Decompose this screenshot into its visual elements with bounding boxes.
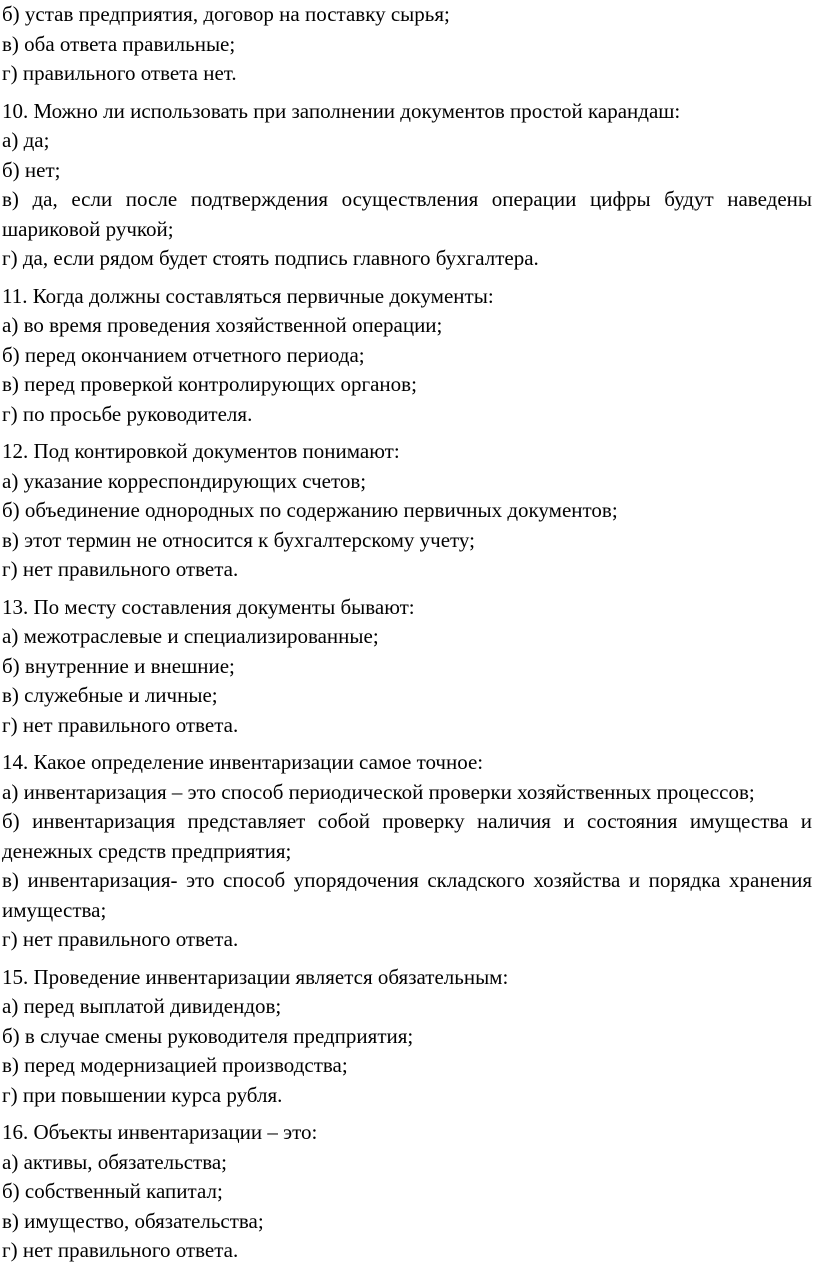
question-9-continuation <box>2 0 812 89</box>
document-page <box>2 0 812 1274</box>
answer-option: в) оба ответа правильные; <box>2 31 236 56</box>
answer-option: г) нет правильного ответа. <box>2 557 239 581</box>
answer-option: а) межотраслевые и специализированные; <box>2 624 379 648</box>
question-13 <box>2 593 812 741</box>
question-title: 12. Под контировкой документов понимают: <box>2 439 400 463</box>
question-12 <box>2 437 812 585</box>
answer-option: в) инвентаризация- это способ упорядочения складского хозяйства и порядка хранения имущества; <box>2 868 812 922</box>
answer-option: в) перед проверкой контролирующих органов; <box>2 372 417 396</box>
answer-option: б) внутренние и внешние; <box>2 653 235 678</box>
answer-option: в) служебные и личные; <box>2 683 218 707</box>
answer-option: б) в случае смены руководителя предприятия; <box>2 1023 414 1048</box>
answer-option: а) во время проведения хозяйственной операции; <box>2 313 443 337</box>
question-title: 11. Когда должны составляться первичные документы: <box>2 283 494 308</box>
answer-option: а) перед выплатой дивидендов; <box>2 994 282 1018</box>
answer-option: а) указание корреспондирующих счетов; <box>2 468 367 493</box>
answer-option: г) нет правильного ответа. <box>2 927 239 951</box>
answer-option: в) перед модернизацией производства; <box>2 1053 348 1077</box>
question-title: 13. По месту составления документы бывают: <box>2 594 415 619</box>
answer-option: в) имущество, обязательства; <box>2 1208 264 1233</box>
question-title: 14. Какое определение инвентаризации самое точное: <box>2 750 484 774</box>
question-title: 10. Можно ли использовать при заполнении документов простой карандаш: <box>2 98 681 123</box>
answer-option: г) правильного ответа нет. <box>2 61 237 85</box>
answer-option: б) объединение однородных по содержанию первичных документов; <box>2 498 618 522</box>
answer-option: а) да; <box>2 128 50 152</box>
answer-option: б) инвентаризация представляет собой проверку наличия и состояния имущества и денежных средств предприятия; <box>2 809 812 863</box>
answer-option: а) инвентаризация – это способ периодической проверки хозяйственных процессов; <box>2 779 755 804</box>
answer-option: г) при повышении курса рубля. <box>2 1082 283 1107</box>
answer-option: в) этот термин не относится к бухгалтерскому учету; <box>2 527 475 552</box>
answer-option: б) собственный капитал; <box>2 1179 223 1203</box>
question-10 <box>2 97 812 274</box>
question-14 <box>2 748 812 955</box>
answer-option: б) нет; <box>2 157 61 182</box>
question-16 <box>2 1118 812 1266</box>
question-title: 16. Объекты инвентаризации – это: <box>2 1120 318 1144</box>
question-15 <box>2 963 812 1111</box>
answer-option: б) устав предприятия, договор на поставку сырья; <box>2 2 450 26</box>
answer-option: а) активы, обязательства; <box>2 1149 227 1174</box>
question-title: 15. Проведение инвентаризации является обязательным: <box>2 964 509 989</box>
answer-option: в) да, если после подтверждения осуществления операции цифры будут наведены шариковой ручкой; <box>2 187 812 241</box>
answer-option: б) перед окончанием отчетного периода; <box>2 342 365 367</box>
answer-option: г) да, если рядом будет стоять подпись главного бухгалтера. <box>2 246 539 270</box>
answer-option: г) по просьбе руководителя. <box>2 401 253 426</box>
answer-option: г) нет правильного ответа. <box>2 712 239 737</box>
answer-option: г) нет правильного ответа. <box>2 1238 239 1262</box>
question-11 <box>2 282 812 430</box>
